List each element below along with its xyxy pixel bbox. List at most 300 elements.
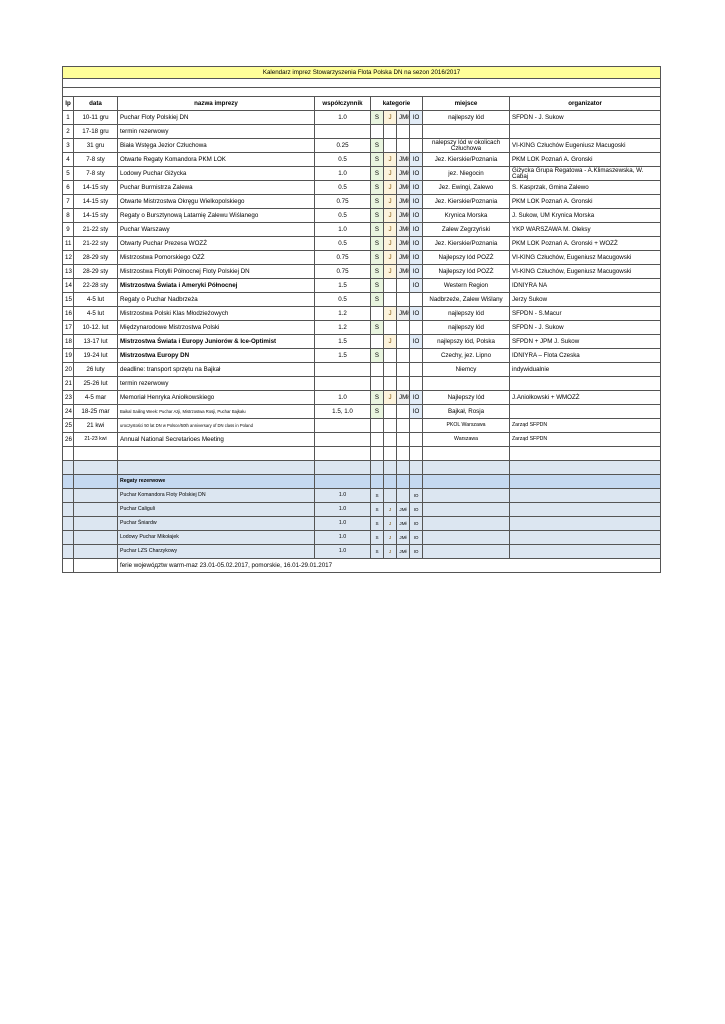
reserve-kat-io: IO — [410, 531, 423, 545]
footer-note: ferie wojewóдztw warm-maz 23.01-05.02.2017, pomorskie, 16.01-29.01.2017 — [118, 559, 661, 573]
cell-miejsce — [423, 125, 510, 139]
cell-wspolczynnik: 1.2 — [315, 307, 371, 321]
reserve-kat-io: IO — [410, 489, 423, 503]
empty-cell — [74, 517, 118, 531]
empty-cell — [63, 447, 74, 461]
reserve-row — [63, 531, 661, 545]
empty-cell — [423, 489, 510, 503]
cell-wspolczynnik: 1.2 — [315, 321, 371, 335]
empty-cell — [118, 447, 315, 461]
table-row — [63, 349, 661, 363]
empty-cell — [397, 475, 410, 489]
cell-kat-io: IO — [410, 279, 423, 293]
cell-kat-jml — [397, 335, 410, 349]
cell-kat-jml — [397, 321, 410, 335]
cell-nazwa: deadline: transport sprzętu na Bajkał — [118, 363, 315, 377]
table-row — [63, 405, 661, 419]
empty-cell — [63, 503, 74, 517]
empty-cell — [510, 475, 661, 489]
cell-nazwa: Mistrzostwa Pomorskiego OZŻ — [118, 251, 315, 265]
cell-lp: 12 — [63, 251, 74, 265]
cell-kat-j: J — [384, 111, 397, 125]
cell-miejsce: Najlepszy lód POZŻ — [423, 265, 510, 279]
cell-organizator: indywidualnie — [510, 363, 661, 377]
cell-miejsce: nalepszy lód w okolicach Człuchowa — [423, 139, 510, 153]
cell-kat-jml — [397, 363, 410, 377]
empty-cell — [74, 489, 118, 503]
empty-cell — [410, 475, 423, 489]
cell-nazwa: Mistrzostwa Świata i Ameryki Północnej — [118, 279, 315, 293]
cell-kat-jml — [397, 377, 410, 391]
reserve-kat-jml: JMł — [397, 503, 410, 517]
cell-nazwa: termin rezerwowy — [118, 125, 315, 139]
cell-data: 26 luty — [74, 363, 118, 377]
empty-cell — [510, 489, 661, 503]
cell-wspolczynnik — [315, 125, 371, 139]
cell-wspolczynnik: 0.75 — [315, 195, 371, 209]
table-row — [63, 419, 661, 433]
cell-wspolczynnik: 1.5 — [315, 349, 371, 363]
reserve-nazwa: Puchar Caliguli — [118, 503, 315, 517]
cell-kat-io — [410, 433, 423, 447]
empty-cell — [315, 475, 371, 489]
cell-kat-io — [410, 321, 423, 335]
reserve-kat-io: IO — [410, 517, 423, 531]
cell-wspolczynnik: 0.25 — [315, 139, 371, 153]
cell-kat-j — [384, 419, 397, 433]
empty-cell — [423, 545, 510, 559]
cell-kat-jml — [397, 125, 410, 139]
cell-data: 19-24 lut — [74, 349, 118, 363]
reserve-row — [63, 545, 661, 559]
calendar-sheet — [62, 66, 660, 573]
empty-cell — [371, 461, 384, 475]
reserve-wspolczynnik: 1.0 — [315, 531, 371, 545]
cell-lp: 25 — [63, 419, 74, 433]
cell-miejsce: Western Region — [423, 279, 510, 293]
cell-nazwa: Otwarte Regaty Komandora PKM LOK — [118, 153, 315, 167]
cell-kat-io: IO — [410, 153, 423, 167]
events-table — [62, 66, 661, 573]
table-row — [63, 167, 661, 181]
cell-kat-jml: JMł — [397, 251, 410, 265]
empty-cell — [423, 503, 510, 517]
cell-nazwa: termin rezerwowy — [118, 377, 315, 391]
cell-organizator: Zarząd SFPDN — [510, 419, 661, 433]
cell-kat-s: S — [371, 349, 384, 363]
cell-kat-jml: JMł — [397, 209, 410, 223]
reserve-kat-jml: JMł — [397, 545, 410, 559]
cell-organizator: S. Kasprzak, Gmina Zalewo — [510, 181, 661, 195]
reserve-kat-s: S — [371, 531, 384, 545]
table-row — [63, 125, 661, 139]
cell-lp: 1 — [63, 111, 74, 125]
cell-data: 21-22 sty — [74, 237, 118, 251]
table-row — [63, 111, 661, 125]
reserve-kat-jml: JMł — [397, 531, 410, 545]
empty-cell — [63, 531, 74, 545]
cell-kat-io: IO — [410, 181, 423, 195]
cell-kat-io: IO — [410, 251, 423, 265]
reserve-wspolczynnik: 1.0 — [315, 489, 371, 503]
cell-kat-jml: JMł — [397, 237, 410, 251]
empty-cell — [384, 461, 397, 475]
cell-nazwa: Puchar Burmistrza Zalewa — [118, 181, 315, 195]
empty-cell — [510, 461, 661, 475]
blank-row — [63, 88, 661, 97]
cell-organizator: Zarząd SFPDN — [510, 433, 661, 447]
cell-data: 13-17 lut — [74, 335, 118, 349]
cell-organizator: VI-KING Człuchów Eugeniusz Macugoski — [510, 139, 661, 153]
table-row — [63, 153, 661, 167]
header-kategorie: kategorie — [371, 97, 423, 111]
empty-cell — [74, 503, 118, 517]
reserve-heading: Regaty rezerwowe — [118, 475, 315, 489]
cell-nazwa: Biała Wstęga Jezior Człuchowa — [118, 139, 315, 153]
cell-kat-j: J — [384, 167, 397, 181]
cell-kat-s — [371, 377, 384, 391]
cell-nazwa: Mistrzostwa Flotylli Północnej Floty Polskiej DN — [118, 265, 315, 279]
cell-kat-jml: JMł — [397, 195, 410, 209]
empty-cell — [118, 461, 315, 475]
reserve-wspolczynnik: 1.0 — [315, 517, 371, 531]
empty-cell — [315, 461, 371, 475]
cell-miejsce: Jez. Kierskie/Poznania — [423, 195, 510, 209]
cell-data: 18-25 mar — [74, 405, 118, 419]
cell-miejsce: Jez. Kierskie/Poznania — [423, 153, 510, 167]
cell-wspolczynnik: 0.75 — [315, 251, 371, 265]
empty-cell — [74, 559, 118, 573]
cell-lp: 16 — [63, 307, 74, 321]
cell-kat-j: J — [384, 335, 397, 349]
empty-cell — [423, 447, 510, 461]
cell-kat-jml: JMł — [397, 391, 410, 405]
cell-wspolczynnik: 0.75 — [315, 265, 371, 279]
cell-kat-io: IO — [410, 209, 423, 223]
cell-nazwa: Mistrzostwa Świata i Europy Juniorów & Ice-Optimist — [118, 335, 315, 349]
table-row — [63, 181, 661, 195]
cell-kat-j: J — [384, 195, 397, 209]
cell-lp: 6 — [63, 181, 74, 195]
table-row — [63, 139, 661, 153]
cell-lp: 18 — [63, 335, 74, 349]
table-row — [63, 335, 661, 349]
cell-kat-jml: JMł — [397, 223, 410, 237]
cell-kat-j — [384, 363, 397, 377]
cell-kat-j — [384, 293, 397, 307]
cell-kat-s: S — [371, 195, 384, 209]
cell-lp: 19 — [63, 349, 74, 363]
reserve-kat-j: J — [384, 503, 397, 517]
cell-kat-jml: JMł — [397, 167, 410, 181]
cell-data: 7-8 sty — [74, 167, 118, 181]
cell-nazwa: Międzynarodowe Mistrzostwa Polski — [118, 321, 315, 335]
cell-kat-s: S — [371, 265, 384, 279]
cell-miejsce: jez. Niegocin — [423, 167, 510, 181]
cell-kat-j — [384, 125, 397, 139]
cell-kat-jml — [397, 405, 410, 419]
cell-kat-io — [410, 293, 423, 307]
cell-miejsce: Bajkał, Rosja — [423, 405, 510, 419]
cell-kat-io — [410, 419, 423, 433]
cell-kat-io: IO — [410, 391, 423, 405]
cell-lp: 3 — [63, 139, 74, 153]
cell-kat-j: J — [384, 391, 397, 405]
cell-miejsce: Warszawa — [423, 433, 510, 447]
cell-kat-s: S — [371, 237, 384, 251]
empty-cell — [371, 447, 384, 461]
cell-kat-io: IO — [410, 111, 423, 125]
cell-wspolczynnik: 0.5 — [315, 293, 371, 307]
cell-kat-s: S — [371, 223, 384, 237]
table-row — [63, 307, 661, 321]
empty-cell — [423, 517, 510, 531]
empty-cell — [63, 461, 74, 475]
cell-miejsce: PKOL Warszawa — [423, 419, 510, 433]
reserve-wspolczynnik: 1.0 — [315, 503, 371, 517]
table-title: Kalendarz imprez Stowarzyszenia Flota Polska DN na sezon 2016/2017 — [63, 67, 661, 79]
reserve-kat-jml: JMł — [397, 517, 410, 531]
cell-data: 10-11 gru — [74, 111, 118, 125]
empty-cell — [74, 461, 118, 475]
cell-wspolczynnik: 0.5 — [315, 237, 371, 251]
empty-cell — [510, 517, 661, 531]
table-row — [63, 265, 661, 279]
empty-cell — [397, 461, 410, 475]
empty-cell — [510, 447, 661, 461]
empty-cell — [423, 531, 510, 545]
reserve-kat-s: S — [371, 503, 384, 517]
cell-lp: 4 — [63, 153, 74, 167]
cell-kat-s: S — [371, 209, 384, 223]
cell-organizator: J. Sukow, UM Krynica Morska — [510, 209, 661, 223]
cell-miejsce: najlepszy lód — [423, 307, 510, 321]
header-lp: lp — [63, 97, 74, 111]
empty-cell — [63, 545, 74, 559]
reserve-kat-j: J — [384, 545, 397, 559]
cell-miejsce: Najlepszy lód POZŻ — [423, 251, 510, 265]
cell-kat-s — [371, 125, 384, 139]
cell-miejsce: Najlepszy lód — [423, 391, 510, 405]
reserve-row — [63, 503, 661, 517]
table-row — [63, 209, 661, 223]
cell-kat-jml — [397, 279, 410, 293]
reserve-nazwa: Puchar LZS Charzykowy — [118, 545, 315, 559]
cell-organizator: SFPDN - J. Sukow — [510, 111, 661, 125]
cell-lp: 14 — [63, 279, 74, 293]
cell-nazwa: Baikal Sailing Week: Puchar Azji, Mistrzostwa Rosji, Puchar Bajkału — [118, 405, 315, 419]
reserve-kat-s: S — [371, 489, 384, 503]
cell-miejsce: Jez. Ewingi, Zalewo — [423, 181, 510, 195]
table-row — [63, 251, 661, 265]
table-row — [63, 391, 661, 405]
cell-data: 10-12. lut — [74, 321, 118, 335]
cell-nazwa: Mistrzostwa Polski Klas Młodzieżowych — [118, 307, 315, 321]
cell-kat-j: J — [384, 307, 397, 321]
reserve-wspolczynnik: 1.0 — [315, 545, 371, 559]
cell-miejsce: Niemcy — [423, 363, 510, 377]
cell-lp: 11 — [63, 237, 74, 251]
cell-kat-j — [384, 405, 397, 419]
cell-kat-s: S — [371, 139, 384, 153]
reserve-kat-j: J — [384, 517, 397, 531]
cell-organizator: IDNIYRA NA — [510, 279, 661, 293]
reserve-kat-s: S — [371, 545, 384, 559]
cell-kat-io: IO — [410, 405, 423, 419]
empty-cell — [63, 517, 74, 531]
cell-data: 21-23 kwi — [74, 433, 118, 447]
cell-kat-j — [384, 377, 397, 391]
cell-nazwa: Regaty o Puchar Nadbrzeża — [118, 293, 315, 307]
table-row — [63, 223, 661, 237]
cell-wspolczynnik: 1.0 — [315, 167, 371, 181]
cell-data: 21 kwi — [74, 419, 118, 433]
cell-kat-jml: JMł — [397, 153, 410, 167]
header-data: data — [74, 97, 118, 111]
reserve-kat-jml — [397, 489, 410, 503]
cell-kat-j — [384, 139, 397, 153]
cell-data: 21-22 sty — [74, 223, 118, 237]
reserve-nazwa: Lodowy Puchar Mikołajek — [118, 531, 315, 545]
cell-kat-j: J — [384, 181, 397, 195]
cell-data: 4-5 lut — [74, 307, 118, 321]
cell-kat-jml — [397, 419, 410, 433]
cell-miejsce: najlepszy lód — [423, 321, 510, 335]
empty-cell — [384, 447, 397, 461]
header-wspolczynnik: współczynnik — [315, 97, 371, 111]
cell-kat-io — [410, 377, 423, 391]
cell-miejsce: Krynica Morska — [423, 209, 510, 223]
cell-organizator: PKM LOK Poznań A. Gronski + WOZŻ — [510, 237, 661, 251]
cell-lp: 26 — [63, 433, 74, 447]
cell-data: 4-5 mar — [74, 391, 118, 405]
cell-kat-s — [371, 335, 384, 349]
cell-lp: 24 — [63, 405, 74, 419]
empty-cell — [423, 475, 510, 489]
header-row — [63, 97, 661, 111]
cell-organizator: PKM LOK Poznań A. Gronski — [510, 195, 661, 209]
cell-kat-io — [410, 363, 423, 377]
cell-lp: 21 — [63, 377, 74, 391]
cell-wspolczynnik: 0.5 — [315, 181, 371, 195]
cell-nazwa: Memoriał Henryka Aniołkowskiego — [118, 391, 315, 405]
reserve-kat-j — [384, 489, 397, 503]
cell-lp: 5 — [63, 167, 74, 181]
cell-organizator: VI-KING Człuchów, Eugeniusz Macugowski — [510, 251, 661, 265]
cell-kat-io — [410, 349, 423, 363]
cell-organizator: SFPDN - J. Sukow — [510, 321, 661, 335]
cell-kat-j: J — [384, 237, 397, 251]
table-row — [63, 321, 661, 335]
reserve-nazwa: Puchar Śniardw — [118, 517, 315, 531]
cell-organizator — [510, 125, 661, 139]
table-row — [63, 237, 661, 251]
cell-wspolczynnik — [315, 363, 371, 377]
empty-cell — [315, 447, 371, 461]
cell-wspolczynnik: 1.5 — [315, 279, 371, 293]
cell-nazwa: Puchar Warszawy — [118, 223, 315, 237]
cell-kat-s: S — [371, 293, 384, 307]
cell-organizator: Jerzy Sukow — [510, 293, 661, 307]
cell-data: 22-28 sty — [74, 279, 118, 293]
cell-kat-io: IO — [410, 265, 423, 279]
cell-lp: 23 — [63, 391, 74, 405]
cell-organizator — [510, 377, 661, 391]
cell-organizator: SFPDN - S.Macur — [510, 307, 661, 321]
cell-lp: 17 — [63, 321, 74, 335]
cell-kat-jml — [397, 433, 410, 447]
cell-miejsce: Czechy, jez. Lipno — [423, 349, 510, 363]
reserve-nazwa: Puchar Komandora Floty Polskiej DN — [118, 489, 315, 503]
cell-kat-s: S — [371, 405, 384, 419]
empty-cell — [410, 447, 423, 461]
cell-wspolczynnik: 1.0 — [315, 111, 371, 125]
cell-kat-j — [384, 349, 397, 363]
cell-miejsce: Nadbrzeże, Zalew Wiślany — [423, 293, 510, 307]
cell-wspolczynnik — [315, 433, 371, 447]
cell-kat-j: J — [384, 251, 397, 265]
cell-kat-io: IO — [410, 195, 423, 209]
cell-kat-jml: JMł — [397, 181, 410, 195]
empty-cell — [510, 531, 661, 545]
cell-organizator: J.Aniołkowski + WMOZŻ — [510, 391, 661, 405]
empty-cell — [397, 447, 410, 461]
header-miejsce: miejsce — [423, 97, 510, 111]
cell-wspolczynnik: 1.0 — [315, 223, 371, 237]
reserve-heading-row — [63, 475, 661, 489]
cell-data: 17-18 gru — [74, 125, 118, 139]
header-organizator: organizator — [510, 97, 661, 111]
cell-miejsce: Zalew Zegrzyński — [423, 223, 510, 237]
table-row — [63, 279, 661, 293]
footer-row — [63, 559, 661, 573]
cell-organizator: VI-KING Człuchów, Eugeniusz Macugowski — [510, 265, 661, 279]
cell-wspolczynnik — [315, 419, 371, 433]
cell-nazwa: Otwarte Mistrzostwa Okręgu Wielkopolskiego — [118, 195, 315, 209]
cell-kat-s — [371, 433, 384, 447]
cell-lp: 7 — [63, 195, 74, 209]
cell-miejsce: najlepszy lód — [423, 111, 510, 125]
cell-kat-j: J — [384, 265, 397, 279]
cell-kat-s: S — [371, 391, 384, 405]
empty-cell — [423, 461, 510, 475]
cell-kat-j: J — [384, 209, 397, 223]
cell-kat-jml: JMł — [397, 265, 410, 279]
empty-cell — [384, 475, 397, 489]
cell-kat-s: S — [371, 167, 384, 181]
cell-kat-s — [371, 363, 384, 377]
empty-cell — [63, 489, 74, 503]
cell-nazwa: Annual National Secretarioes Meeting — [118, 433, 315, 447]
header-nazwa: nazwa imprezy — [118, 97, 315, 111]
table-row — [63, 433, 661, 447]
cell-organizator — [510, 405, 661, 419]
reserve-row — [63, 517, 661, 531]
cell-kat-s: S — [371, 153, 384, 167]
empty-cell — [74, 531, 118, 545]
cell-lp: 15 — [63, 293, 74, 307]
cell-kat-s: S — [371, 111, 384, 125]
cell-kat-io: IO — [410, 307, 423, 321]
cell-data: 4-5 lut — [74, 293, 118, 307]
cell-lp: 13 — [63, 265, 74, 279]
cell-data: 14-15 sty — [74, 209, 118, 223]
cell-kat-io — [410, 139, 423, 153]
title-row — [63, 67, 661, 79]
cell-kat-j — [384, 433, 397, 447]
table-row — [63, 377, 661, 391]
cell-data: 7-8 sty — [74, 153, 118, 167]
